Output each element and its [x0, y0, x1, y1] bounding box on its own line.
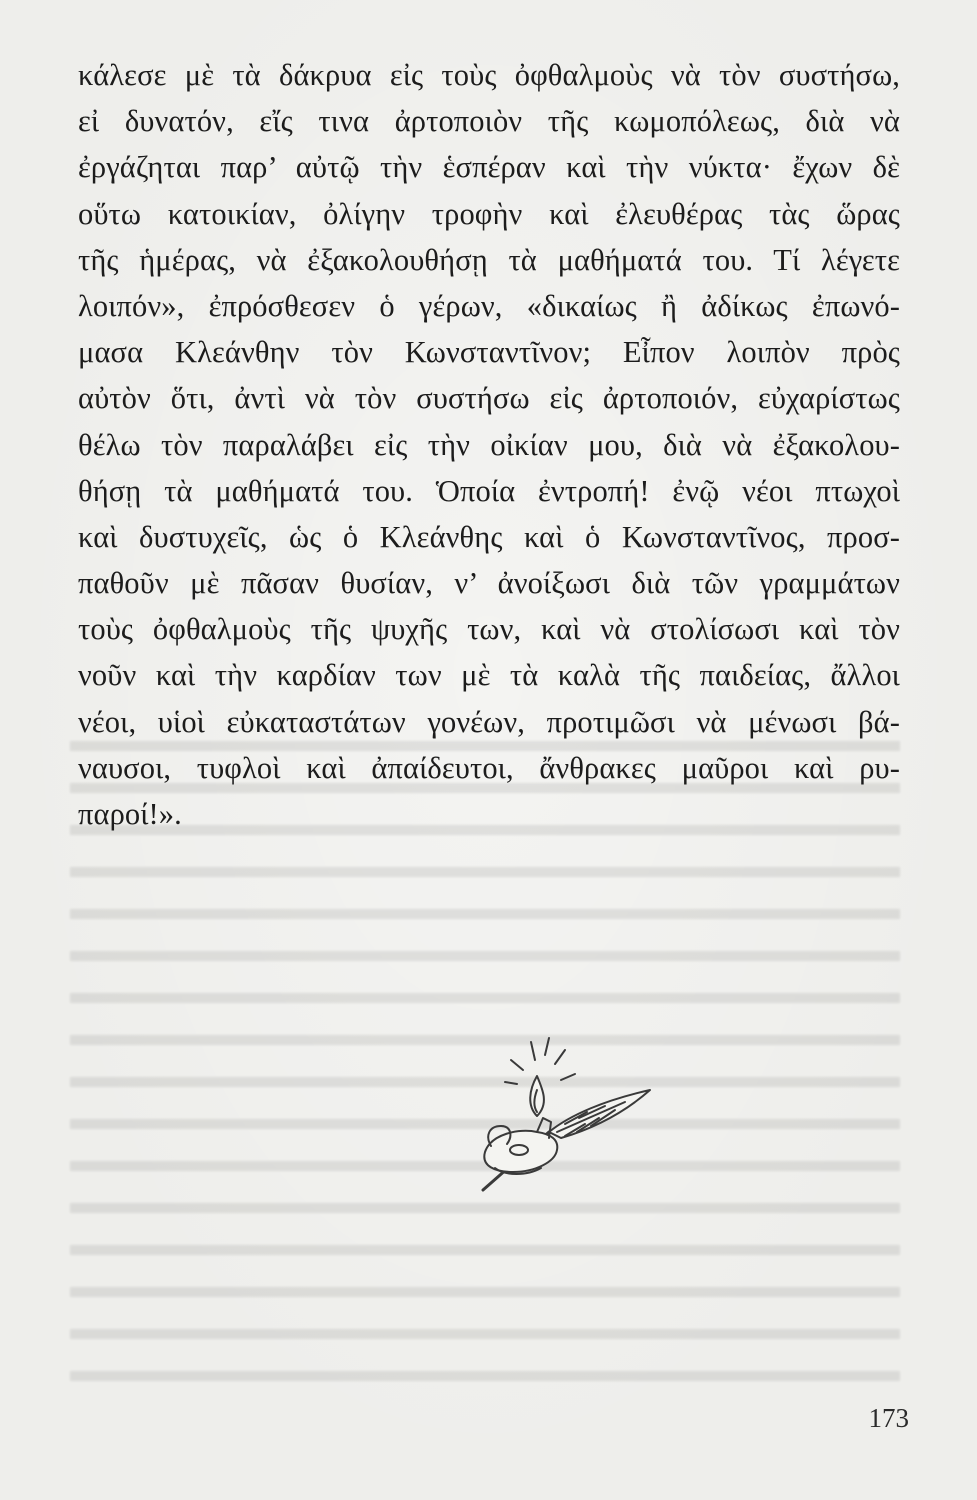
text-line: μασα Κλεάνθην τὸν Κωνσταντῖνον; Εἶπον λοιπὸν πρὸς	[78, 335, 900, 370]
text-line: παροί!».	[78, 797, 182, 831]
text-line: παθοῦν μὲ πᾶσαν θυσίαν, ν’ ἀνοίξωσι διὰ τῶν γραμμάτων	[78, 566, 900, 601]
flame-icon	[530, 1076, 544, 1116]
lamp-body-icon	[484, 1118, 557, 1174]
text-line: νοῦν καὶ τὴν καρδίαν των μὲ τὰ καλὰ τῆς παιδείας, ἄλλοι	[78, 658, 900, 693]
text-line: λοιπόν», ἐπρόσθεσεν ὁ γέρων, «δικαίως ἢ ἀδίκως ἐπωνό-	[78, 288, 900, 323]
text-line: τῆς ἡμέρας, νὰ ἐξακολουθήσῃ τὰ μαθήματά του. Τί λέγετε	[78, 242, 900, 277]
text-line: καὶ δυστυχεῖς, ὡς ὁ Κλεάνθης καὶ ὁ Κωνσταντῖνος, προσ-	[78, 519, 900, 554]
text-line: εἰ δυνατόν, εἴς τινα ἀρτοποιὸν τῆς κωμοπόλεως, διὰ νὰ	[78, 104, 900, 139]
text-line: κάλεσε μὲ τὰ δάκρυα εἰς τοὺς ὀφθαλμοὺς νὰ τὸν συστήσω,	[78, 58, 900, 92]
body-text	[78, 52, 900, 837]
text-line: ἐργάζηται παρ’ αὐτῷ τὴν ἑσπέραν καὶ τὴν νύκτα· ἔχων δὲ	[78, 150, 900, 185]
oil-lamp-and-quill-icon	[465, 1020, 660, 1210]
text-line: θήσῃ τὰ μαθήματά του. Ὁποία ἐντροπή! ἐνῷ νέοι πτωχοὶ	[78, 473, 900, 508]
text-line: νέοι, υἱοὶ εὐκαταστάτων γονέων, προτιμῶσι νὰ μένωσι βά-	[78, 704, 900, 739]
text-line: θέλω τὸν παραλάβει εἰς τὴν οἰκίαν μου, διὰ νὰ ἐξακολου-	[78, 427, 900, 462]
light-rays-icon	[505, 1038, 575, 1084]
text-line: τοὺς ὀφθαλμοὺς τῆς ψυχῆς των, καὶ νὰ στολίσωσι καὶ τὸν	[78, 612, 900, 647]
text-line: ναυσοι, τυφλοὶ καὶ ἀπαίδευτοι, ἄνθρακες μαῦροι καὶ ρυ-	[78, 750, 900, 785]
text-line: αὐτὸν ὅτι, ἀντὶ νὰ τὸν συστήσω εἰς ἀρτοποιόν, εὐχαρίστως	[78, 381, 900, 416]
text-line: οὕτω κατοικίαν, ὀλίγην τροφὴν καὶ ἐλευθέρας τὰς ὥρας	[78, 196, 900, 231]
page-number: 173	[868, 1403, 909, 1433]
